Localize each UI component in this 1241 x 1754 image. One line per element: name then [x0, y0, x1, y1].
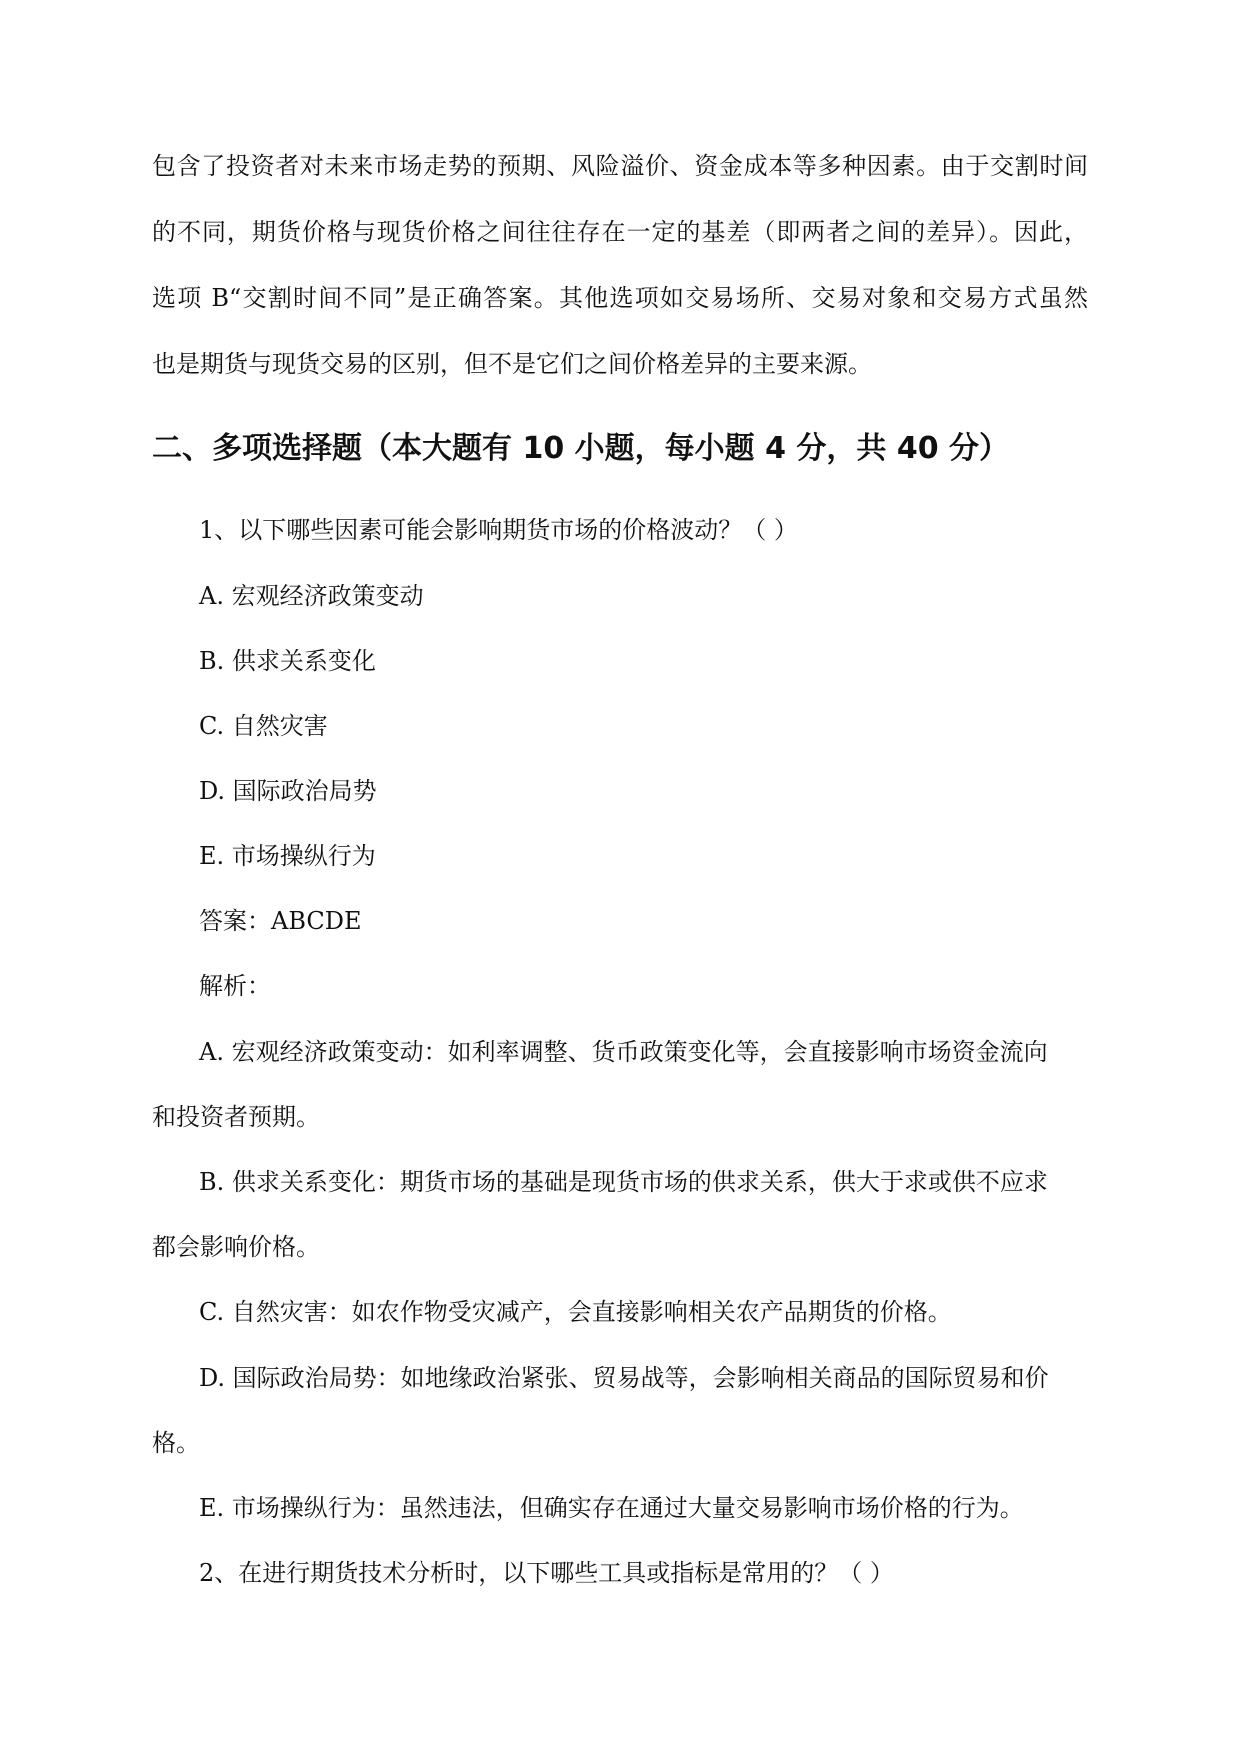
analysis-b-line-1: B. 供求关系变化：期货市场的基础是现货市场的供求关系，供大于求或供不应求: [199, 1168, 1048, 1196]
explanation-line-4: 也是期货与现货交易的区别，但不是它们之间价格差异的主要来源。: [152, 350, 872, 378]
analysis-d-line-1: D. 国际政治局势：如地缘政治紧张、贸易战等，会影响相关商品的国际贸易和价: [199, 1364, 1049, 1392]
explanation-line-1: 包含了投资者对未来市场走势的预期、风险溢价、资金成本等多种因素。由于交割时间: [152, 152, 1088, 180]
analysis-a-line-2: 和投资者预期。: [152, 1103, 320, 1131]
question-2-stem: 2、在进行期货技术分析时，以下哪些工具或指标是常用的？（ ）: [199, 1559, 894, 1587]
analysis-b-line-2: 都会影响价格。: [152, 1233, 320, 1261]
question-1-stem: 1、以下哪些因素可能会影响期货市场的价格波动？（ ）: [199, 516, 798, 544]
question-1-option-b: B. 供求关系变化: [199, 647, 376, 675]
question-1-option-a: A. 宏观经济政策变动: [199, 582, 424, 610]
question-1-analysis-label: 解析：: [199, 972, 271, 1000]
analysis-e-line-1: E. 市场操纵行为：虽然违法，但确实存在通过大量交易影响市场价格的行为。: [199, 1494, 1024, 1522]
section-heading: 二、多项选择题（本大题有 10 小题，每小题 4 分，共 40 分）: [152, 431, 1010, 466]
explanation-line-3: 选项 B“交割时间不同”是正确答案。其他选项如交易场所、交易对象和交易方式虽然: [152, 284, 1088, 312]
analysis-a-line-1: A. 宏观经济政策变动：如利率调整、货币政策变化等，会直接影响市场资金流向: [199, 1038, 1048, 1066]
analysis-d-line-2: 格。: [152, 1429, 200, 1457]
analysis-c-line-1: C. 自然灾害：如农作物受灾减产，会直接影响相关农产品期货的价格。: [199, 1298, 952, 1326]
question-1-option-e: E. 市场操纵行为: [199, 842, 376, 870]
question-1-option-d: D. 国际政治局势: [199, 777, 377, 805]
explanation-line-2: 的不同，期货价格与现货价格之间往往存在一定的基差（即两者之间的差异）。因此，: [152, 218, 1088, 246]
question-1-answer: 答案：ABCDE: [199, 907, 362, 935]
question-1-option-c: C. 自然灾害: [199, 712, 328, 740]
